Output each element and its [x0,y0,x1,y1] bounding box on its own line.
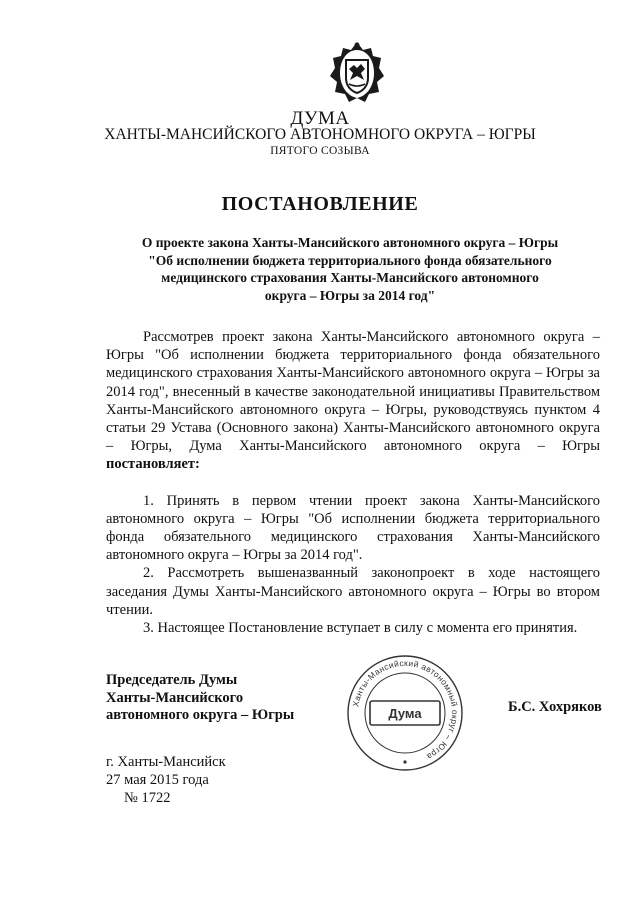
stamp-center-text: Дума [388,706,422,721]
signatory-name: Б.С. Хохряков [508,699,602,715]
decision-item-2: 2. Рассмотреть вышеназванный законопроект в ходе настоящего заседания Думы Ханты-Мансийского автономного округа – Югры во втором чтении. [106,565,600,618]
stamp-ring-text: Ханты-Мансийский автономный округ – Югра [350,657,461,763]
subject-line: О проекте закона Ханты-Мансийского автономного округа – Югры [141,235,559,250]
org-region: ХАНТЫ-МАНСИЙСКОГО АВТОНОМНОГО ОКРУГА – ЮГРЫ [104,126,536,143]
subject-line: медицинского страхования Ханты-Мансийского автономного [161,270,539,285]
preamble-text: Рассмотрев проект закона Ханты-Мансийского автономного округа – Югры "Об исполнении бюджета территориального фонда обязательного медицинского страхования Ханты-Мансийского автономного округа – Югры за 2014 год", внесенный в качестве законодательной инициативы Правительством Ханты-Мансийского автономного округа – Югры, руководствуясь пунктом 4 статьи 29 Устава (Основного закона) Ханты-Мансийского автономного округа – Югры, Дума Ханты-Мансийского автономного округа – Югры [106,329,600,455]
subject-line: "Об исполнении бюджета территориального фонда обязательного [148,252,552,268]
document-number: № 1722 [124,790,171,806]
decree-word: постановляет: [106,456,200,473]
signatory-title [106,672,294,725]
signatory-title-line: Ханты-Мансийского [106,689,244,706]
decision-item-3: 3. Настоящее Постановление вступает в силу с момента его принятия. [143,620,578,637]
org-name: ДУМА [290,108,350,129]
decision-item-1: 1. Принять в первом чтении проект закона Ханты-Мансийского автономного округа – Югры "Об исполнении бюджета территориального фонда обязательного медицинского страхования Ханты-Мансийского автономного округа – Югры за 2014 год". [106,492,600,564]
subject-line: округа – Югры за 2014 год" [264,287,436,303]
document-body [106,328,600,637]
signatory-title-line: Председатель Думы [106,672,238,688]
preamble-paragraph [106,328,600,474]
signatory-title-line: автономного округа – Югры [106,707,295,723]
document-subject [100,234,600,304]
place: г. Ханты-Мансийск [106,754,226,770]
document-type: ПОСТАНОВЛЕНИЕ [221,193,419,215]
document-meta [106,753,226,807]
coat-of-arms-icon [327,40,387,106]
date: 27 мая 2015 года [106,772,209,788]
official-stamp [345,653,465,773]
org-convocation: ПЯТОГО СОЗЫВА [270,145,370,157]
